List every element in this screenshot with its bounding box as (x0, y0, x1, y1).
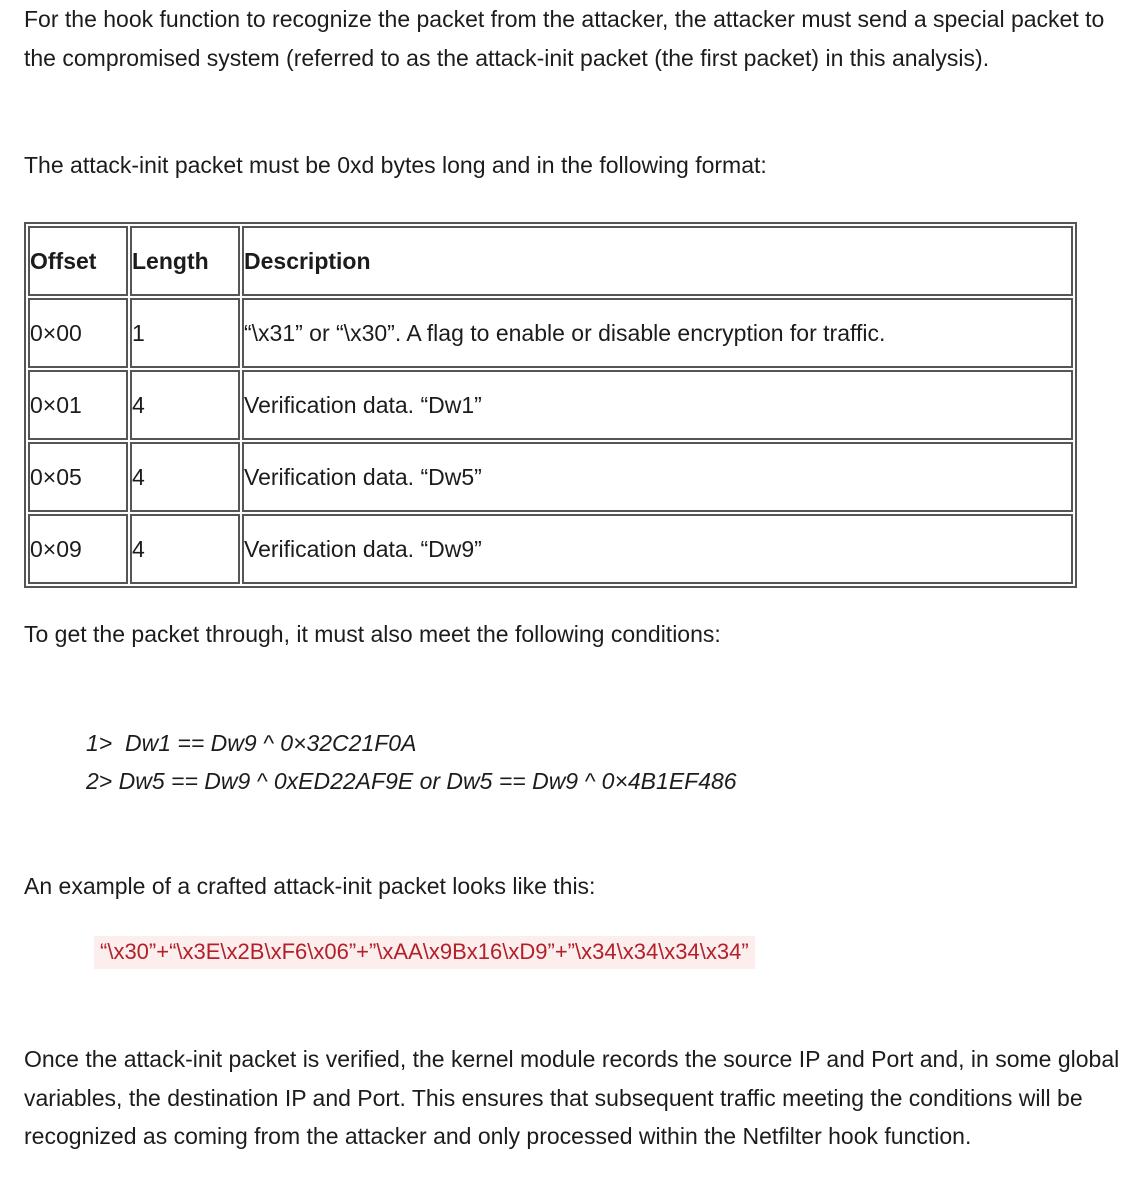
table-header-row (28, 226, 1073, 296)
condition-item: 1> Dw1 == Dw9 ^ 0×32C21F0A (86, 730, 417, 756)
header-length: Length (130, 226, 240, 296)
cell-description: Verification data. “Dw9” (242, 514, 1073, 584)
header-description: Description (242, 226, 1073, 296)
cell-offset: 0×00 (28, 298, 128, 368)
cell-description: “\x31” or “\x30”. A flag to enable or disable encryption for traffic. (242, 298, 1073, 368)
cell-length: 4 (130, 442, 240, 512)
cell-offset: 0×09 (28, 514, 128, 584)
cell-offset: 0×05 (28, 442, 128, 512)
cell-length: 4 (130, 370, 240, 440)
conditions-list (86, 724, 737, 800)
example-paragraph: An example of a crafted attack-init packet looks like this: (24, 873, 596, 899)
intro-paragraph: For the hook function to recognize the packet from the attacker, the attacker must send a special packet to the compromised system (referred to as the attack-init packet (the first packet) in this analysis). (24, 6, 1105, 71)
cell-description: Verification data. “Dw5” (242, 442, 1073, 512)
conditions-paragraph: To get the packet through, it must also meet the following conditions: (24, 621, 721, 647)
table-row (28, 514, 1073, 584)
table-row (28, 298, 1073, 368)
table-row (28, 370, 1073, 440)
format-paragraph: The attack-init packet must be 0xd bytes long and in the following format: (24, 152, 767, 178)
condition-item: 2> Dw5 == Dw9 ^ 0xED22AF9E or Dw5 == Dw9 ^ 0×4B1EF486 (86, 768, 737, 794)
packet-format-table (24, 222, 1077, 588)
cell-length: 4 (130, 514, 240, 584)
closing-paragraph: Once the attack-init packet is verified, the kernel module records the source IP and Port and, in some global variables, the destination IP and Port. This ensures that subsequent traffic meeting the conditions will be recognized as coming from the attacker and only processed within the Netfilter hook function. (24, 1046, 1120, 1149)
cell-description: Verification data. “Dw1” (242, 370, 1073, 440)
cell-offset: 0×01 (28, 370, 128, 440)
example-code: “\x30”+“\x3E\x2B\xF6\x06”+”\xAA\x9Bx16\xD9”+”\x34\x34\x34\x34” (94, 936, 755, 969)
cell-length: 1 (130, 298, 240, 368)
header-offset: Offset (28, 226, 128, 296)
table-row (28, 442, 1073, 512)
